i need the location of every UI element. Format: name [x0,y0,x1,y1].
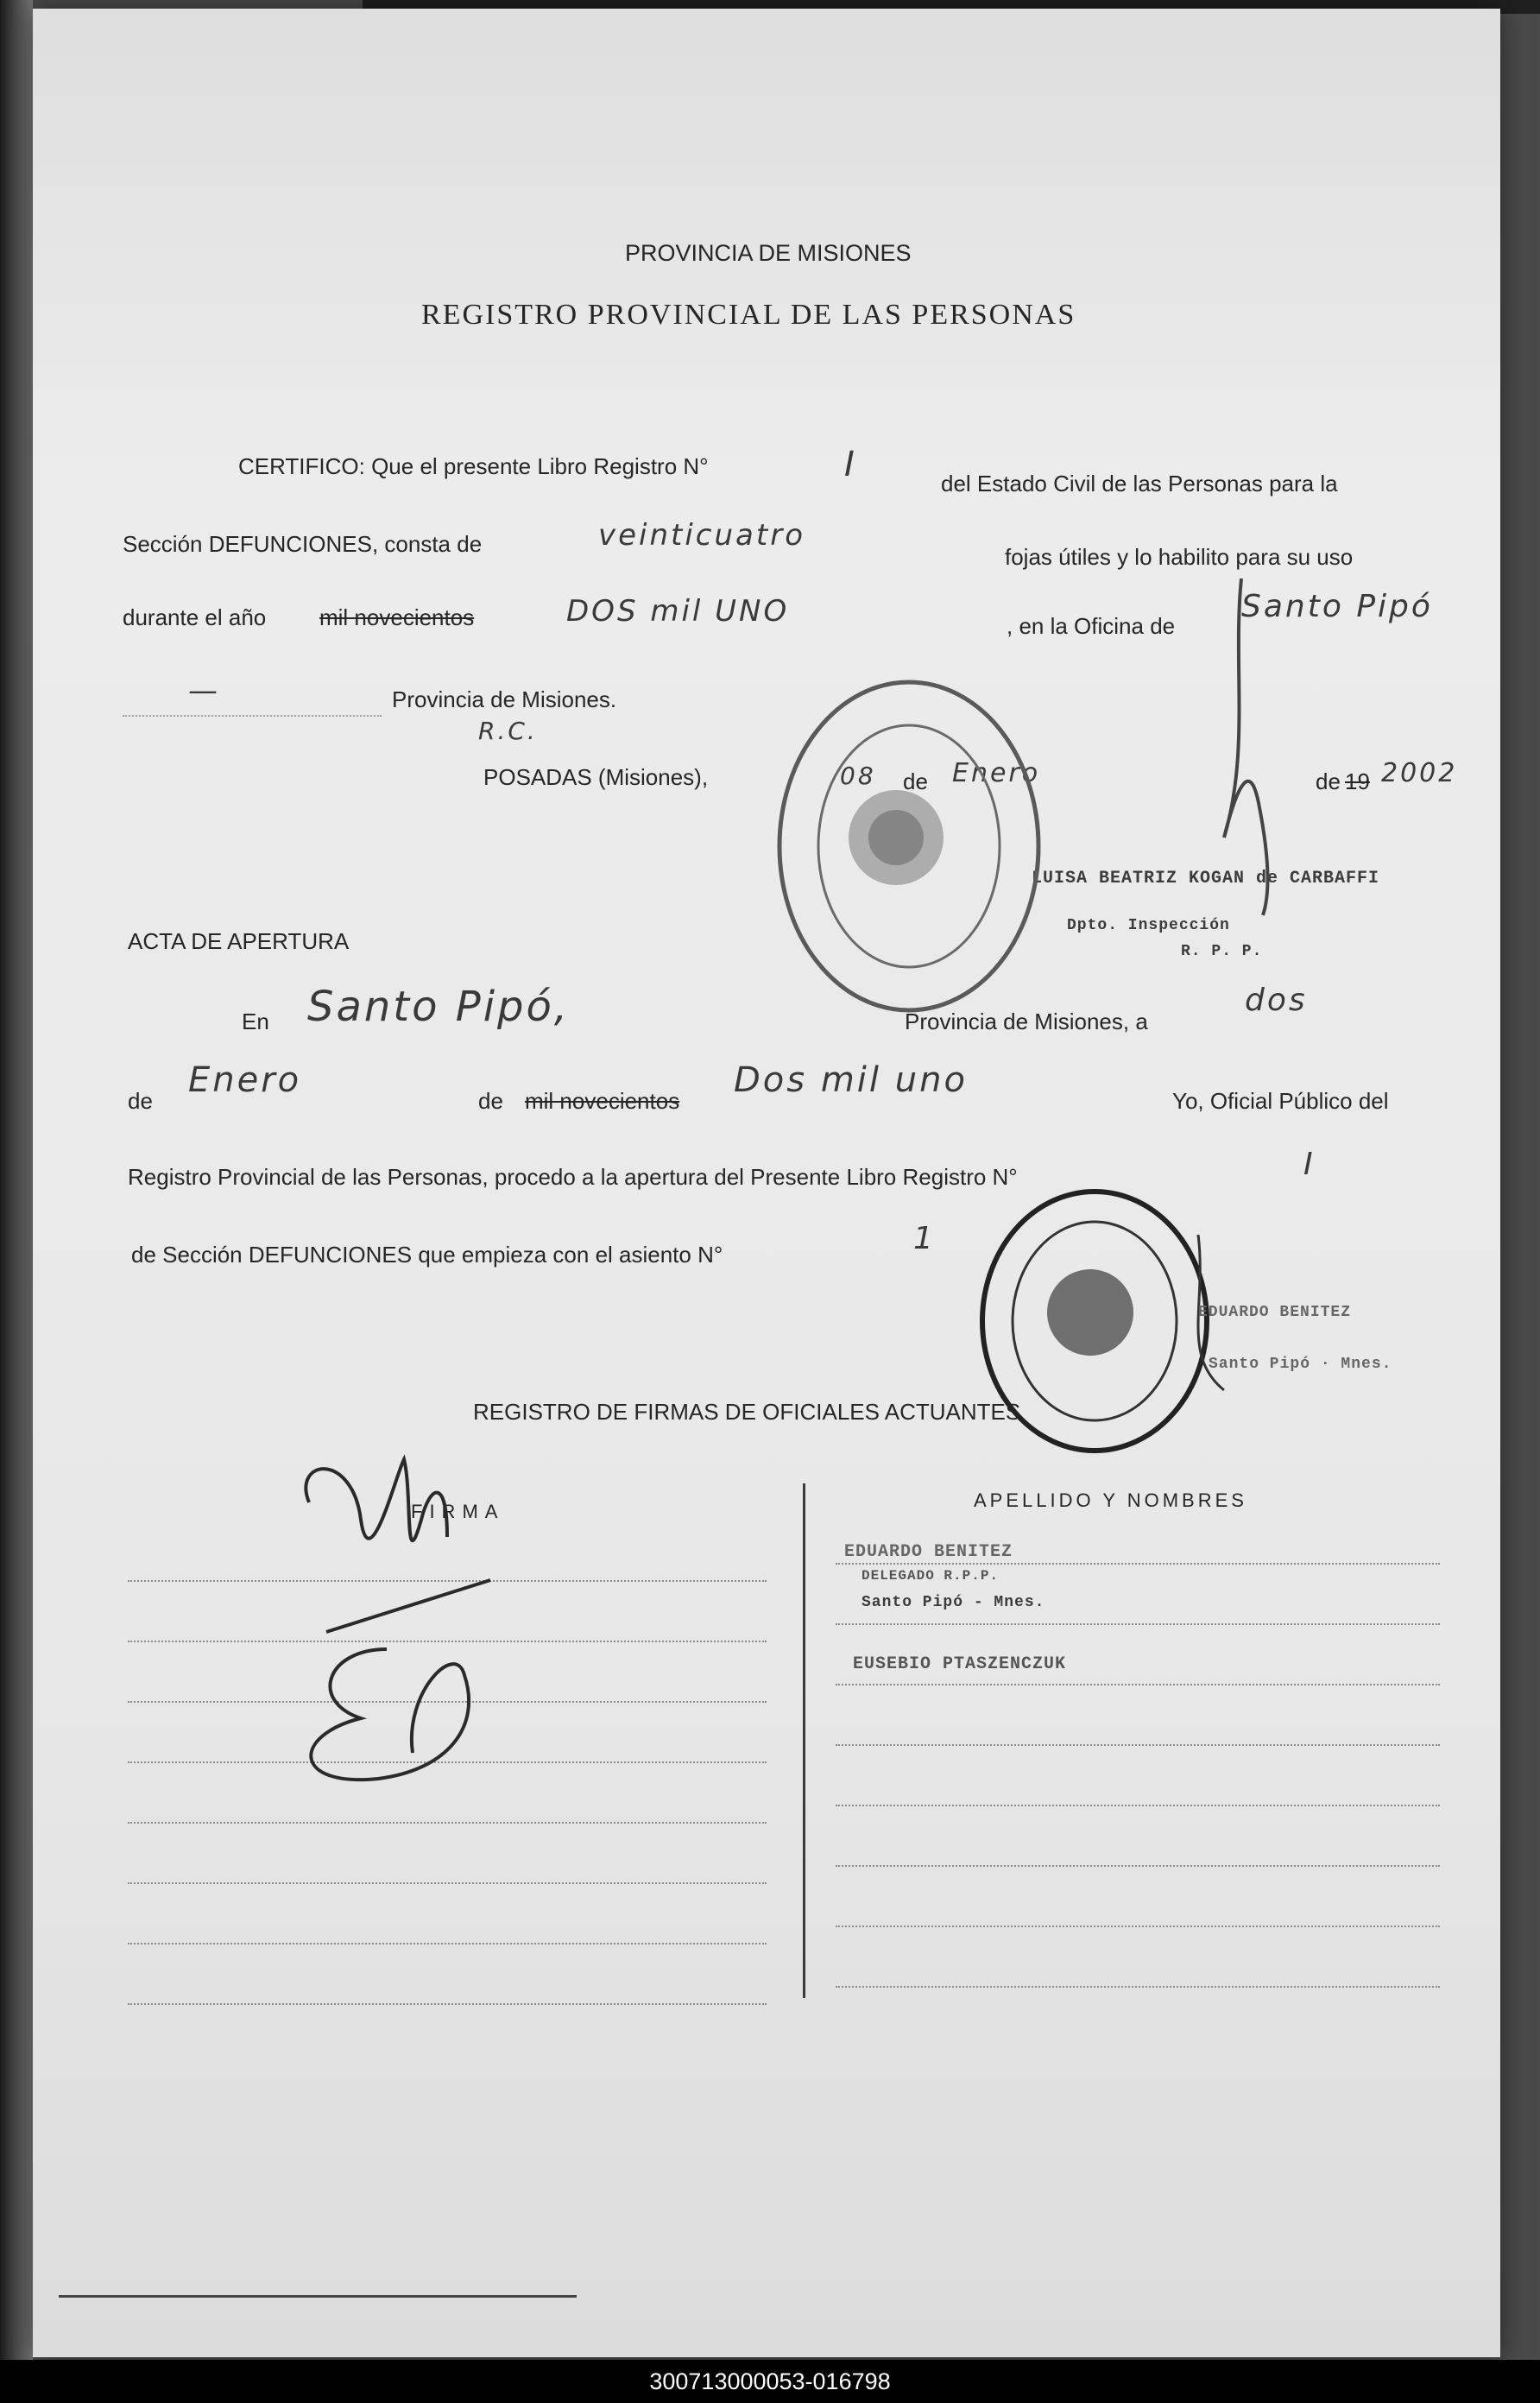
officials-title: REGISTRO DE FIRMAS DE OFICIALES ACTUANTES [473,1399,1021,1425]
acta-en: En [242,1009,269,1034]
acta-officer: Yo, Oficial Público del [1172,1088,1389,1114]
office-hw: Santo Pipó [1241,589,1433,624]
signature-line [128,1943,767,1945]
document-id: 300713000053-016798 [649,2368,891,2394]
acta-de: de [128,1088,153,1114]
blank-dotted-line [123,715,382,717]
struck-19: 19 [1345,768,1370,794]
page-shadow-edge [0,0,33,2403]
province-heading: PROVINCIA DE MISIONES [625,240,912,266]
de-label-2: de [1316,768,1341,794]
acta-province-a: Provincia de Misiones, a [905,1009,1148,1034]
acta-line4: de Sección DEFUNCIONES que empieza con el asiento N° [131,1242,723,1268]
signature-line [128,1882,767,1884]
province-line: Provincia de Misiones. [392,686,617,712]
name-line [836,1805,1440,1806]
cert-line2-suffix: fojas útiles y lo habilito para su uso [1005,544,1354,570]
acta-struck-mil: mil novecientos [525,1088,680,1114]
registry-heading: REGISTRO PROVINCIAL DE LAS PERSONAS [421,299,1076,331]
name-line [836,1623,1440,1625]
acta-line3: Registro Provincial de las Personas, procedo a la apertura del Presente Libro Registro N° [128,1164,1018,1190]
official-2-name: EUSEBIO PTASZENCZUK [853,1654,1067,1674]
stamp2-overlay-place: Santo Pipó · Mnes. [1209,1356,1392,1373]
year-hw: 2002 [1381,758,1458,788]
footer-bar [0,2360,1540,2403]
acta-month-hw: Enero [188,1060,302,1100]
table-divider [803,1483,805,1998]
official-1-name: EDUARDO BENITEZ [844,1542,1013,1562]
col-names-header: APELLIDO Y NOMBRES [974,1489,1247,1511]
inspector-signature [1190,561,1362,924]
acta-entry-hw: 1 [913,1221,936,1256]
place-date-label: POSADAS (Misiones), [483,764,709,790]
initials-hw: R.C. [478,717,538,745]
month-hw: Enero [952,758,1041,788]
name-line [836,1926,1440,1927]
cert-line3-prefix: durante el año [123,604,267,630]
struck-mil-novecientos: mil novecientos [319,604,475,630]
name-line [836,1563,1440,1565]
acta-place-hw: Santo Pipó, [307,983,571,1031]
cert-line1-prefix: CERTIFICO: Que el presente Libro Registro N° [238,453,709,479]
document-page [33,9,1500,2357]
de-label-1: de [903,768,928,794]
acta-de-mil: de [478,1088,503,1114]
name-line [836,1986,1440,1988]
col-signature-header: FIRMA [411,1501,505,1522]
inspector-name: LUISA BEATRIZ KOGAN de CARBAFFI [1032,869,1380,888]
signature-line [128,1822,767,1824]
signature-line [128,2003,767,2005]
name-line [836,1684,1440,1685]
name-line [836,1865,1440,1867]
acta-title: ACTA DE APERTURA [128,928,350,954]
dash-hw: — [188,673,220,708]
name-line [836,1744,1440,1746]
cert-line3-suffix: , en la Oficina de [1007,613,1176,639]
stamp2-overlay-name: EDUARDO BENITEZ [1198,1304,1352,1321]
inspector-title-1: Dpto. Inspección [1067,917,1230,934]
official-1-place: Santo Pipó - Mnes. [862,1594,1045,1611]
acta-book-hw: I [1303,1147,1316,1182]
official-signatures [275,1442,585,1805]
registry-stamp-1 [767,673,1051,1019]
folios-hw: veinticuatro [598,518,805,553]
cert-line2-prefix: Sección DEFUNCIONES, consta de [123,531,483,557]
acta-day-hw: dos [1245,983,1308,1018]
year-words-hw: DOS mil UNO [566,594,790,629]
acta-year-hw: Dos mil uno [734,1060,968,1100]
day-hw: 08 [840,762,876,790]
bottom-rule [59,2295,577,2298]
cert-line1-suffix: del Estado Civil de las Personas para la [941,471,1338,496]
book-number-hw: I [844,445,857,484]
official-1-role: DELEGADO R.P.P. [862,1568,1000,1584]
inspector-title-2: R. P. P. [1181,943,1263,960]
